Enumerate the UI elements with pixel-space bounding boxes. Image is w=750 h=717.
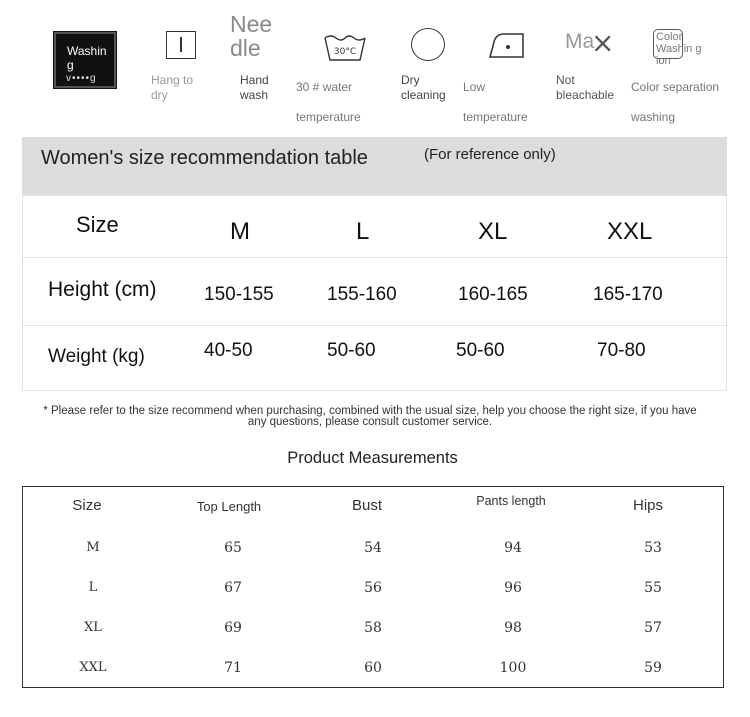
wash-tub-30-icon xyxy=(323,32,367,62)
washing-icon-text: Washin g xyxy=(67,44,107,72)
iron-icon xyxy=(488,28,526,60)
weight-xl: 50-60 xyxy=(456,340,505,361)
not-bleachable-icon xyxy=(565,27,615,58)
table-row-l-top-length: 67 xyxy=(224,580,242,596)
wash-temp-text: 30°C xyxy=(333,47,357,57)
table-row-xl-bust: 58 xyxy=(364,620,382,636)
weight-label: Weight (kg) xyxy=(48,346,145,367)
table-row-l-pants-length: 96 xyxy=(504,580,522,596)
measurements-table xyxy=(22,486,724,688)
table-row-m-size: M xyxy=(86,540,100,555)
washing-icon-subtext: v••••g xyxy=(66,73,97,84)
measurements-title: Product Measurements xyxy=(287,449,458,467)
size-header-row xyxy=(23,195,728,257)
table-row-xxl-size: XXL xyxy=(79,660,107,675)
height-l: 155-160 xyxy=(327,284,397,305)
not-bleachable-label: Not bleachable xyxy=(556,73,615,102)
color-separation-icon xyxy=(653,29,702,67)
table-row-l-bust: 56 xyxy=(364,580,382,596)
weight-l: 50-60 xyxy=(327,340,376,361)
hand-wash-label: Hand wash xyxy=(240,73,269,102)
table-row-xxl-hips: 59 xyxy=(644,660,662,676)
size-table-title: Women's size recommendation table xyxy=(41,147,368,169)
table-row-xxl-top-length: 71 xyxy=(224,660,242,676)
care-instructions-row xyxy=(0,0,750,135)
height-xl: 160-165 xyxy=(458,284,528,305)
size-header-l: L xyxy=(356,218,370,245)
height-row xyxy=(23,257,728,325)
measurements-header-size: Size xyxy=(72,497,102,514)
table-row-m-top-length: 65 xyxy=(224,540,242,556)
height-xxl: 165-170 xyxy=(593,284,663,305)
color-separation-label: Color separation washing xyxy=(631,80,720,124)
table-row-xl-hips: 57 xyxy=(644,620,662,636)
hang-to-dry-icon xyxy=(166,31,196,59)
low-temperature-label: Low temperature xyxy=(463,80,528,124)
cross-icon: ⨯ xyxy=(591,27,615,58)
size-header-m: M xyxy=(230,218,250,245)
table-row-l-size: L xyxy=(88,580,98,595)
table-row-xxl-pants-length: 100 xyxy=(499,660,527,676)
table-row-xl-top-length: 69 xyxy=(224,620,242,636)
hang-to-dry-label: Hang to dry xyxy=(151,73,194,102)
washing-icon xyxy=(54,32,116,88)
water-temperature-label: 30 # water temperature xyxy=(296,80,361,124)
size-header-label: Size xyxy=(76,212,119,237)
dry-cleaning-icon xyxy=(411,28,445,61)
size-header-xxl: XXL xyxy=(607,218,653,245)
height-m: 150-155 xyxy=(204,284,274,305)
dry-cleaning-label: Dry cleaning xyxy=(401,73,446,102)
weight-row xyxy=(23,325,728,391)
size-footnote: * Please refer to the size recommend when purchasing, combined with the usual size, help you choose the right size, if you have any questions, please consult customer service. xyxy=(43,405,697,428)
size-table-note: (For reference only) xyxy=(424,146,556,163)
measurements-header-top-length: Top Length xyxy=(196,499,262,514)
size-recommendation-table xyxy=(22,195,727,391)
measurements-header-bust: Bust xyxy=(351,497,383,514)
table-row-m-pants-length: 94 xyxy=(504,540,522,556)
color-separation-icon-text: Color Washin g ion xyxy=(656,31,702,67)
measurements-header-hips: Hips xyxy=(632,497,664,514)
needle-icon: Nee dle xyxy=(230,11,273,61)
table-row-l-hips: 55 xyxy=(644,580,662,596)
table-row-m-hips: 53 xyxy=(644,540,662,556)
not-bleachable-icon-text: Ma xyxy=(565,30,595,53)
height-label: Height (cm) xyxy=(48,278,157,301)
size-header-xl: XL xyxy=(478,218,508,245)
table-row-xl-pants-length: 98 xyxy=(504,620,522,636)
weight-xxl: 70-80 xyxy=(597,340,646,361)
table-row-xxl-bust: 60 xyxy=(364,660,382,676)
weight-m: 40-50 xyxy=(204,340,253,361)
table-row-m-bust: 54 xyxy=(364,540,382,556)
table-row-xl-size: XL xyxy=(84,620,102,635)
measurements-header-pants-length: Pants length xyxy=(476,494,546,508)
